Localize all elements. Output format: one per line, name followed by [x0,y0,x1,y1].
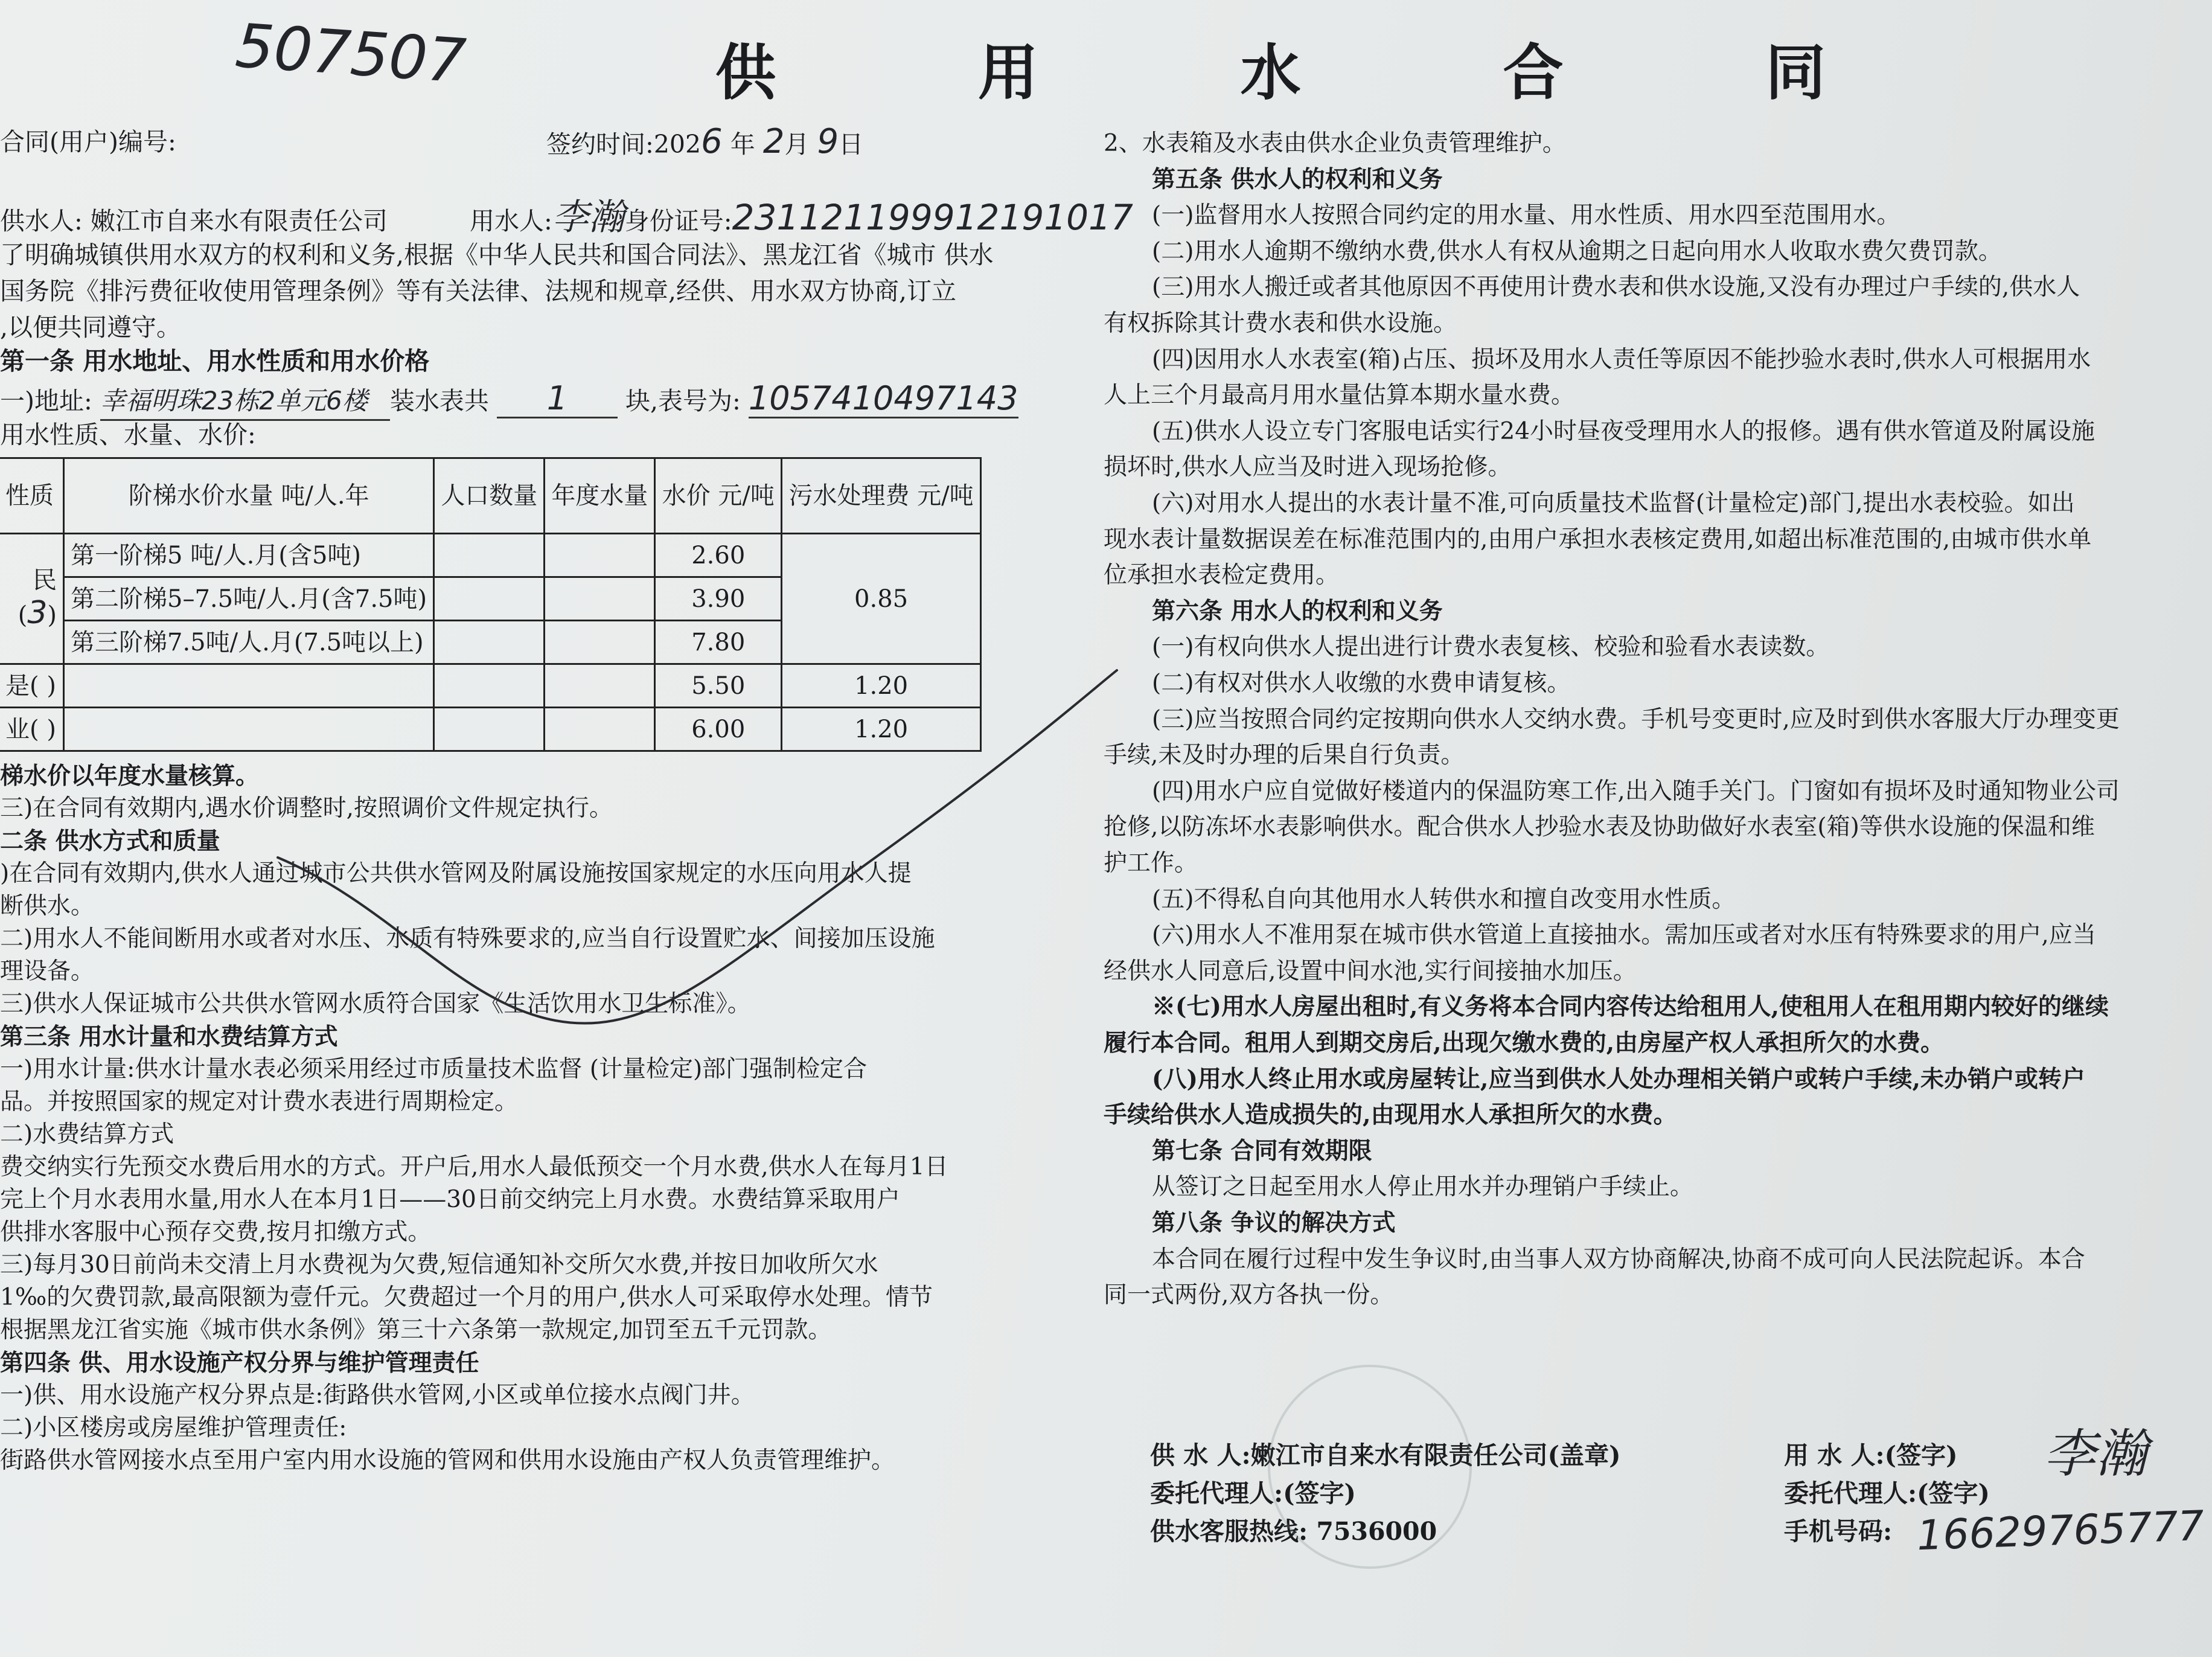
right-body-line-20: 抢修,以防冻坏水表影响供水。配合供水人抄验水表及协助做好水表室(箱)等供水设施的保温和维 [1104,813,2095,841]
right-body-line-23: (六)用水人不准用泵在城市供水管道上直接抽水。需加压或者对水压有特殊要求的用户,应当 [1152,921,2096,949]
address-label: 一)地址: [0,386,92,415]
tier-3-price: 7.80 [655,621,782,664]
right-body-line-19: (四)用水户应自觉做好楼道内的保温防寒工作,出入随手关门。门窗如有损坏及时通知物业公司 [1152,777,2120,805]
left-body-line-1: 梯水价以年度水量核算。 [0,762,260,790]
left-body-line-8: 三)供水人保证城市公共供水管网水质符合国家《生活饮用水卫生标准》。 [0,990,751,1018]
meter-label: 装水表共 [389,386,489,415]
right-body-line-27: (八)用水人终止用水或房屋转让,应当到供水人处办理相关销户或转户手续,未办销户或转户 [1152,1065,2086,1093]
contract-number-label: 合同(用户)编号: [0,127,176,156]
sign-date-day-unit: 日 [839,130,864,159]
right-body-line-8: 人上三个月最高月用水量估算本期水量水费。 [1104,382,1575,409]
preamble-line-3: ,以便共同遵守。 [0,313,182,342]
header-nature: 性质 [0,458,64,534]
left-body-line-13: 费交纳实行先预交水费后用水的方式。开户后,用水人最低预交一个月水费,供水人在每月1日 [0,1153,948,1181]
right-body-line-26: 履行本合同。租用人到期交房后,出现欠缴水费的,由房屋产权人承担所欠的水费。 [1104,1029,1945,1057]
document-title: 供 用 水 合 同 [715,37,1917,108]
supplier-signature-line: 供 水 人:嫩江市自来水有限责任公司(盖章) [1150,1441,1621,1470]
handwritten-contract-number: 507507 [233,10,468,97]
right-body-line-15: (一)有权向供水人提出进行计费水表复核、校验和验看水表读数。 [1152,633,1830,661]
right-body-line-14: 第六条 用水人的权利和义务 [1152,597,1443,625]
resident-cell: 民 (3) [0,534,64,664]
left-body-line-5: 断供水。 [0,893,95,920]
supplier-agent-line: 委托代理人:(签字) [1150,1479,1356,1508]
meter-count: 1 [497,380,618,418]
id-label: 身份证号: [624,207,732,236]
sign-date-label: 签约时间: [546,130,654,159]
supplier-name: 嫩江市自来水有限责任公司 [90,207,388,236]
header-annual-volume: 年度水量 [545,458,655,534]
header-tier: 阶梯水价水量 吨/人.年 [64,458,434,534]
user-handwritten-signature: 李瀚 [2044,1424,2147,1484]
right-body-line-31: 第八条 争议的解决方式 [1152,1209,1396,1237]
tier-1-label: 第一阶梯5 吨/人.月(含5吨) [64,534,434,577]
left-body-line-14: 完上个月水表用水量,用水人在本月1日——30日前交纳完上月水费。水费结算采取用户 [0,1186,900,1213]
user-handwritten-name: 李瀚 [552,196,625,239]
sign-date-month-unit: 月 [784,130,810,159]
header-sewage: 污水处理费 元/吨 [782,458,981,534]
right-body-line-9: (五)供水人设立专门客服电话实行24小时昼夜受理用水人的报修。遇有供水管道及附属设施 [1152,417,2095,445]
right-body-line-25: ※(七)用水人房屋出租时,有义务将本合同内容传达给租用人,使租用人在租用期内较好的继续 [1152,993,2109,1021]
tier-2-price: 3.90 [655,577,782,621]
right-body-line-1: 2、水表箱及水表由供水企业负责管理维护。 [1104,130,1566,157]
user-signature-label: 用 水 人:(签字) [1784,1441,1958,1470]
left-body-line-20: 一)供、用水设施产权分界点是:街路供水管网,小区或单位接水点阀门井。 [0,1382,755,1409]
sign-date-year-unit: 年 [730,130,755,159]
header-population: 人口数量 [434,458,545,534]
left-body-line-2: 三)在合同有效期内,遇水价调整时,按照调价文件规定执行。 [0,795,613,822]
resident-count: 3 [27,594,48,631]
article-1-subheading: 用水性质、水量、水价: [0,420,256,449]
left-body-line-17: 1‰的欠费罚款,最高限额为壹仟元。欠费超过一个月的用户,供水人可采取停水处理。情节 [0,1284,933,1311]
sign-date-day: 9 [817,122,839,161]
right-body-line-21: 护工作。 [1104,850,1198,877]
resident-label: 民 [33,566,57,594]
right-body-line-24: 经供水人同意后,设置中间水池,实行间接抽水加压。 [1104,957,1637,985]
sign-date-year-digit: 6 [701,122,723,161]
pen-stroke-path [278,670,1117,1024]
left-body-line-12: 二)水费结算方式 [0,1121,174,1148]
right-body-line-29: 第七条 合同有效期限 [1152,1136,1372,1165]
tier-3-label: 第三阶梯7.5吨/人.月(7.5吨以上) [64,621,434,664]
meter-unit-label: 块,表号为: [625,386,741,415]
left-body-line-19: 第四条 供、用水设施产权分界与维护管理责任 [0,1349,479,1377]
tier-2-label: 第二阶梯5–7.5吨/人.月(含7.5吨) [64,577,434,621]
right-body-line-6: 有权拆除其计费水表和供水设施。 [1104,310,1457,337]
right-body-line-10: 损坏时,供水人应当及时进入现场抢修。 [1104,454,1512,481]
resident-sewage: 0.85 [782,534,981,664]
sign-date-month: 2 [762,122,785,161]
right-body-line-5: (三)用水人搬迁或者其他原因不再使用计费水表和供水设施,又没有办理过户手续的,供水人 [1152,274,2080,301]
right-body-line-18: 手续,未及时办理的后果自行负责。 [1104,742,1465,769]
left-body-line-3: 二条 供水方式和质量 [0,827,220,855]
left-body-line-22: 街路供水管网接水点至用户室内用水设施的管网和供用水设施由产权人负责管理维护。 [0,1447,895,1474]
left-body-line-21: 二)小区楼房或房屋维护管理责任: [0,1414,347,1441]
left-body-line-15: 供排水客服中心预存交费,按月扣缴方式。 [0,1219,432,1246]
right-body-line-3: (一)监督用水人按照合同约定的用水量、用水性质、用水四至范围用水。 [1152,202,1900,229]
left-body-line-16: 三)每月30日前尚未交清上月水费视为欠费,短信通知补交所欠水费,并按日加收所欠水 [0,1251,878,1278]
meter-number: 1057410497143 [748,379,1018,417]
right-body-line-13: 位承担水表检定费用。 [1104,562,1340,589]
user-label: 用水人: [469,207,552,236]
phone-label: 手机号码: [1784,1517,1893,1546]
right-body-line-11: (六)对用水人提出的水表计量不准,可向质量技术监督(计量检定)部门,提出水表校验。如出 [1152,490,2075,517]
row-4-price: 5.50 [655,664,782,708]
right-body-line-16: (二)有权对供水人收缴的水费申请复核。 [1152,670,1571,697]
right-body-line-17: (三)应当按照合同约定按期向供水人交纳水费。手机号变更时,应及时到供水客服大厅办理变更 [1152,705,2120,733]
left-body-line-7: 理设备。 [0,958,95,985]
id-number: 231121199912191017 [732,197,1133,238]
header-price: 水价 元/吨 [655,458,782,534]
left-body-line-4: )在合同有效期内,供水人通过城市公共供水管网及附属设施按国家规定的水压向用水人提 [0,860,912,887]
row-4-sewage: 1.20 [782,664,981,708]
row-5-label: 业( ) [0,708,64,751]
hotline-line: 供水客服热线: 7536000 [1150,1517,1437,1546]
right-body-line-22: (五)不得私自向其他用水人转供水和擅自改变用水性质。 [1152,885,1736,913]
right-body-line-30: 从签订之日起至用水人停止用水并办理销户手续止。 [1152,1173,1694,1201]
right-body-line-2: 第五条 供水人的权利和义务 [1152,165,1443,193]
tier-1-price: 2.60 [655,534,782,577]
left-body-line-10: 一)用水计量:供水计量水表必须采用经过市质量技术监督 (计量检定)部门强制检定合 [0,1056,868,1083]
preamble-line-1: 了明确城镇供用水双方的权利和义务,根据《中华人民共和国合同法》、黑龙江省《城市 供水 [0,240,994,269]
right-body-line-28: 手续给供水人造成损失的,由现用水人承担所欠的水费。 [1104,1101,1677,1129]
user-agent-line: 委托代理人:(签字) [1784,1479,1990,1508]
left-body-line-9: 第三条 用水计量和水费结算方式 [0,1023,338,1051]
row-5-sewage: 1.20 [782,708,981,751]
sign-date-year-prefix: 202 [653,130,702,159]
phone-number: 16629765777 [1916,1502,2205,1560]
left-body-line-18: 根据黑龙江省实施《城市供水条例》第三十六条第一款规定,加罚至五千元罚款。 [0,1316,832,1344]
left-body-line-11: 品。并按照国家的规定对计费水表进行周期检定。 [0,1088,519,1115]
right-body-line-12: 现水表计量数据误差在标准范围内的,由用户承担水表核定费用,如超出标准范围的,由城市供水单 [1104,525,2092,553]
article-1-heading: 第一条 用水地址、用水性质和用水价格 [0,347,430,376]
left-body-line-6: 二)用水人不能间断用水或者对水压、水质有特殊要求的,应当自行设置贮水、间接加压设施 [0,925,935,952]
row-5-price: 6.00 [655,708,782,751]
right-body-line-7: (四)因用水人水表室(箱)占压、损坏及用水人责任等原因不能抄验水表时,供水人可根据用水 [1152,345,2091,373]
right-body-line-4: (二)用水人逾期不缴纳水费,供水人有权从逾期之日起向用水人收取水费欠费罚款。 [1152,237,2002,265]
right-body-line-32: 本合同在履行过程中发生争议时,由当事人双方协商解决,协商不成可向人民法院起诉。本合 [1152,1245,2085,1273]
address-value: 幸福明珠23栋2单元6楼 [100,383,390,421]
right-body-line-33: 同一式两份,双方各执一份。 [1104,1281,1394,1309]
supplier-label: 供水人: [0,207,83,236]
row-4-label: 是( ) [0,664,64,708]
preamble-line-2: 国务院《排污费征收使用管理条例》等有关法律、法规和规章,经供、用水双方协商,订立 [0,277,957,306]
